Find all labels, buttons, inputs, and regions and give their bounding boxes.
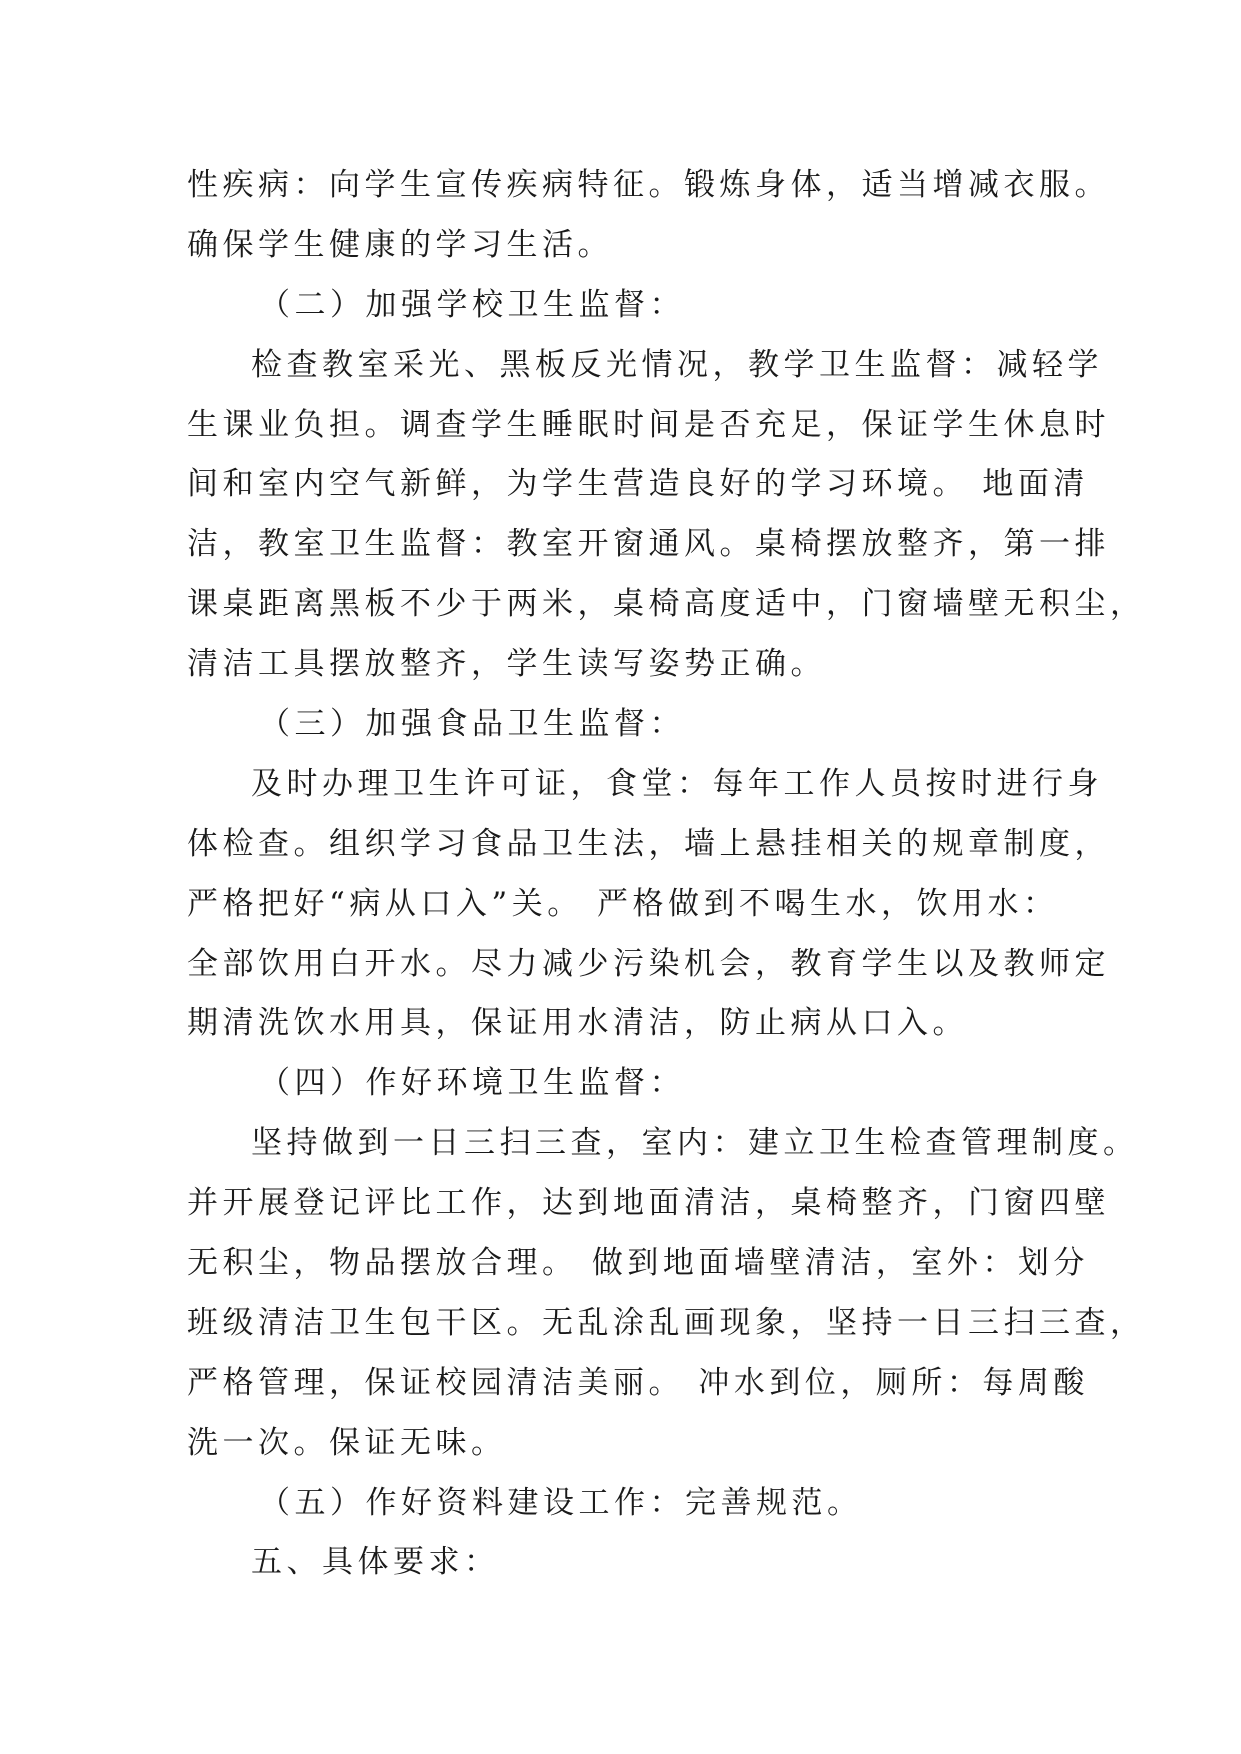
text-line: 课桌距离黑板不少于两米，桌椅高度适中，门窗墙壁无积尘， <box>187 586 1146 623</box>
section-heading-4: （四）作好环境卫生监督： <box>259 1065 685 1102</box>
text-line: 及时办理卫生许可证，食堂：每年工作人员按时进行身 <box>251 765 1103 802</box>
text-line: 体检查。组织学习食品卫生法，墙上悬挂相关的规章制度， <box>187 825 1110 862</box>
text-line: 无积尘，物品摆放合理。 做到地面墙壁清洁，室外：划分 <box>187 1245 1089 1282</box>
text-line: 性疾病：向学生宣传疾病特征。锻炼身体，适当增减衣服。 <box>187 167 1110 203</box>
text-line: 并开展登记评比工作，达到地面清洁，桌椅整齐，门窗四壁 <box>187 1185 1110 1222</box>
text-line: 清洁工具摆放整齐，学生读写姿势正确。 <box>187 646 826 683</box>
text-line: 坚持做到一日三扫三查，室内：建立卫生检查管理制度。 <box>251 1125 1139 1162</box>
document-body <box>187 156 1146 1593</box>
text-line: 严格管理，保证校园清洁美丽。 冲水到位，厕所：每周酸 <box>187 1364 1089 1401</box>
text-line: 确保学生健康的学习生活。 <box>187 226 613 263</box>
text-line: 间和室内空气新鲜，为学生营造良好的学习环境。 地面清 <box>187 466 1089 503</box>
text-line: 严格把好“病从口入”关。 严格做到不喝生水，饮用水： <box>187 885 1059 922</box>
section-heading-2: （二）加强学校卫生监督： <box>259 286 685 323</box>
text-line: 洗一次。保证无味。 <box>187 1424 507 1461</box>
section-heading-5: （五）作好资料建设工作：完善规范。 <box>259 1484 863 1521</box>
section-heading-3: （三）加强食品卫生监督： <box>259 706 685 743</box>
text-line: 期清洗饮水用具，保证用水清洁，防止病从口入。 <box>187 1005 968 1042</box>
text-line: 全部饮用白开水。尽力减少污染机会，教育学生以及教师定 <box>187 945 1110 982</box>
text-line: 班级清洁卫生包干区。无乱涂乱画现象，坚持一日三扫三查， <box>187 1304 1146 1341</box>
text-line: 洁，教室卫生监督：教室开窗通风。桌椅摆放整齐，第一排 <box>187 526 1110 563</box>
text-line: 生课业负担。调查学生睡眠时间是否充足，保证学生休息时 <box>187 406 1110 443</box>
chapter-heading: 五、具体要求： <box>251 1544 500 1581</box>
text-line: 检查教室采光、黑板反光情况，教学卫生监督：减轻学 <box>251 346 1103 383</box>
